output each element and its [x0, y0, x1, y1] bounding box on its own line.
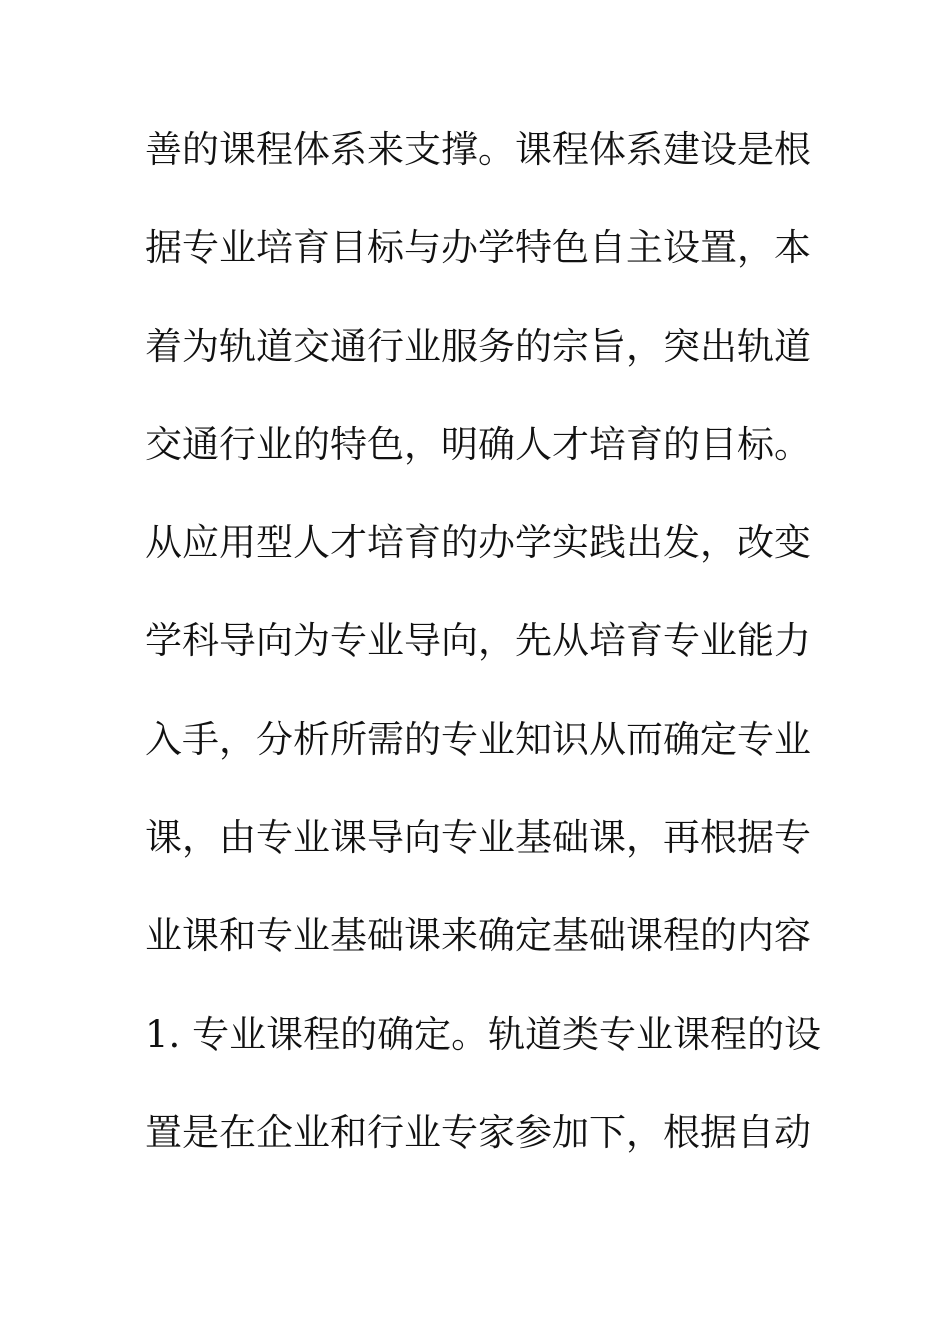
- text-line-6: 学科导向为专业导向，先从培育专业能力: [145, 619, 811, 663]
- text-line-4: 交通行业的特色，明确人才培育的目标。: [145, 422, 811, 466]
- text-line-11: 置是在企业和行业专家参加下，根据自动: [145, 1110, 811, 1154]
- text-line-3: 着为轨道交通行业服务的宗旨，突出轨道: [145, 324, 811, 368]
- text-line-10: 1. 专业课程的确定。轨道类专业课程的设: [145, 1012, 822, 1056]
- text-line-2: 据专业培育目标与办学特色自主设置，本: [145, 226, 811, 270]
- text-line-9: 业课和专业基础课来确定基础课程的内容: [145, 914, 811, 958]
- text-line-8: 课，由专业课导向专业基础课，再根据专: [145, 816, 811, 860]
- text-line-7: 入手，分析所需的专业知识从而确定专业: [145, 717, 811, 761]
- text-line-5: 从应用型人才培育的办学实践出发，改变: [145, 521, 811, 565]
- text-line-1: 善的课程体系来支撑。课程体系建设是根: [145, 128, 811, 171]
- body-text: [145, 122, 822, 1203]
